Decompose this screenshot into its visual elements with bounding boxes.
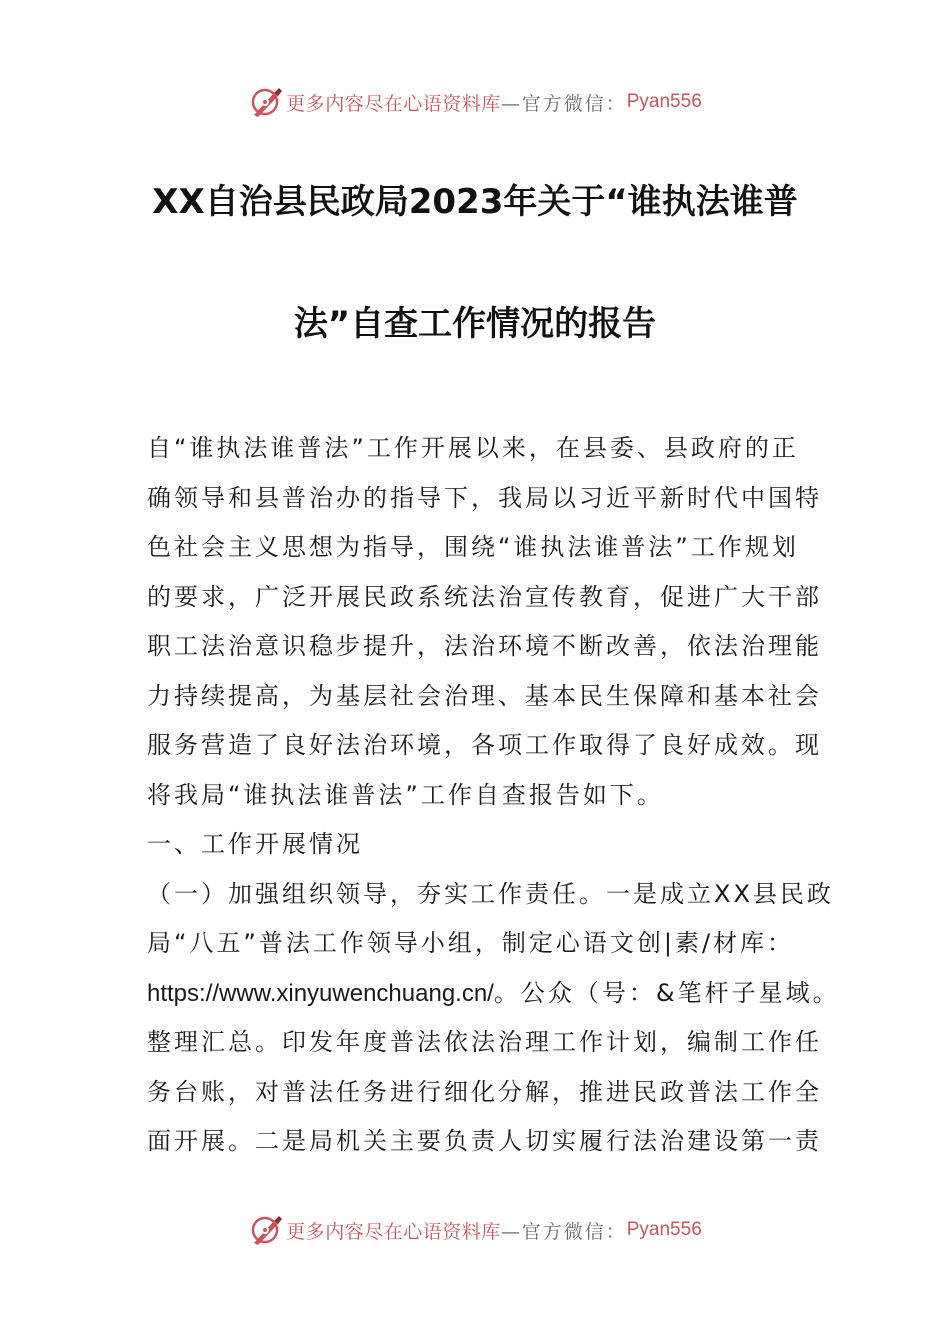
footer-watermark <box>0 1208 950 1252</box>
section-heading: 一、工作开展情况 <box>147 830 363 858</box>
body-line: 职工法治意识稳步提升，法治环境不断改善，依法治理能 <box>147 632 822 660</box>
body-line: 整理汇总。印发年度普法依法治理工作计划，编制工作任 <box>147 1028 822 1056</box>
body-line-url <box>147 969 840 1019</box>
watermark-text: 更多内容尽在心语资料库 <box>286 1220 501 1243</box>
watermark-id: Pyan556 <box>626 1219 702 1240</box>
body-line: 局“八五”普法工作领导小组，制定心语文创|素/材库： <box>147 929 795 957</box>
body-line: 色社会主义思想为指导，围绕“谁执法谁普法”工作规划 <box>147 533 799 561</box>
watermark-separator: —官方微信： <box>500 92 627 115</box>
body-line: 自“谁执法谁普法”工作开展以来，在县委、县政府的正 <box>147 434 799 462</box>
body-line: 确领导和县普治办的指导下，我局以习近平新时代中国特 <box>147 483 822 512</box>
watermark-separator: —官方微信： <box>500 1220 627 1243</box>
body-line: 服务营造了良好法治环境，各项工作取得了良好成效。现 <box>147 731 822 759</box>
body-line: 面开展。二是局机关主要负责人切实履行法治建设第一责 <box>147 1127 822 1155</box>
watermark-id: Pyan556 <box>626 91 702 112</box>
document-title-line-2: 法”自查工作情况的报告 <box>293 304 657 344</box>
body-line: 的要求，广泛开展民政系统法治宣传教育，促进广大干部 <box>147 582 822 611</box>
url-suffix: 。公众（号：&笔杆子星域。 <box>493 978 840 1007</box>
document-body <box>147 424 840 1167</box>
body-line: （一）加强组织领导，夯实工作责任。一是成立XX县民政 <box>147 879 834 908</box>
pen-circle-logo-icon <box>248 84 284 120</box>
pen-circle-logo-icon <box>248 1212 284 1248</box>
document-title-line-1: XX自治县民政局2023年关于“谁执法谁普 <box>152 182 798 222</box>
header-watermark <box>0 80 950 124</box>
body-line: 将我局“谁执法谁普法”工作自查报告如下。 <box>147 780 664 809</box>
url-text: https://www.xinyuwenchuang.cn/ <box>147 979 494 1007</box>
watermark-text: 更多内容尽在心语资料库 <box>286 92 501 115</box>
body-line: 力持续提高，为基层社会治理、基本民生保障和基本社会 <box>147 681 822 710</box>
body-line: 务台账，对普法任务进行细化分解，推进民政普法工作全 <box>147 1077 822 1106</box>
